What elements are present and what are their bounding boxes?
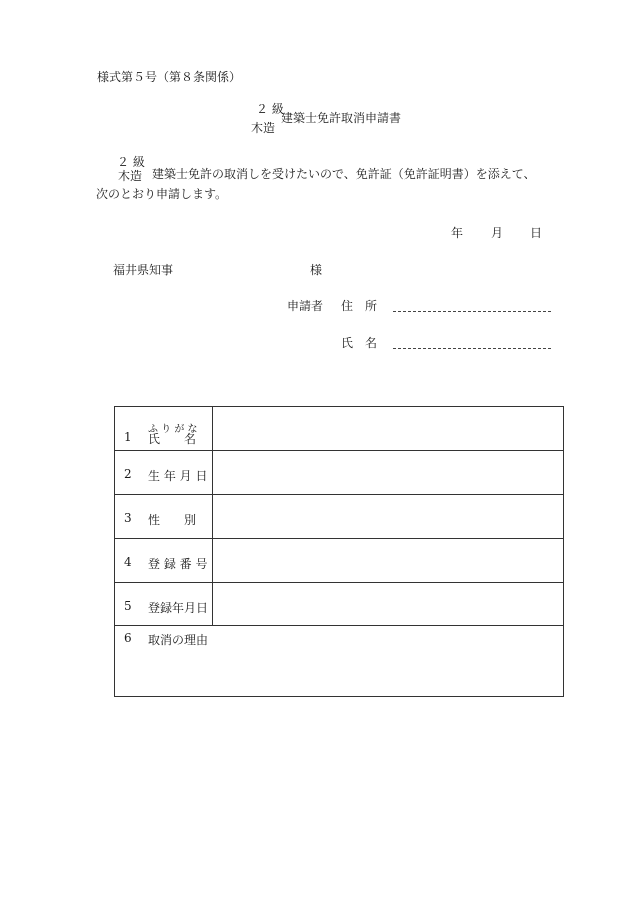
body-text-line-2: 次のとおり申請します。 — [96, 187, 228, 201]
form-number: 様式第５号（第８条関係） — [97, 70, 242, 84]
row-label: 生 年 月 日 — [148, 469, 208, 483]
table-row-gender — [115, 495, 563, 539]
date-day[interactable]: 日 — [530, 226, 543, 240]
body-grade-top: ２ 級 — [117, 155, 145, 169]
row-number: 2 — [124, 467, 132, 481]
date-month[interactable]: 月 — [491, 226, 504, 240]
gender-value-field[interactable] — [212, 495, 563, 538]
furigana-label: ふ り が な — [148, 424, 198, 435]
row-number: 1 — [124, 430, 132, 444]
applicant-address-label: 住 所 — [341, 299, 378, 313]
name-value-field[interactable] — [212, 407, 563, 450]
addressee-honorific: 様 — [310, 263, 323, 277]
date-year[interactable]: 年 — [451, 226, 464, 240]
application-table — [114, 406, 564, 697]
applicant-address-field[interactable] — [393, 311, 551, 312]
addressee-name: 福井県知事 — [113, 263, 174, 277]
row-label: 氏 名 — [148, 432, 197, 446]
registration-number-value-field[interactable] — [212, 539, 563, 582]
applicant-label: 申請者 — [287, 299, 324, 313]
row-number: 5 — [124, 599, 132, 613]
row-label: 取消の理由 — [148, 633, 209, 647]
body-grade-bottom: 木造 — [118, 169, 143, 183]
body-text-line-1: 建築士免許の取消しを受けたいので、免許証（免許証明書）を添えて、 — [152, 167, 536, 181]
table-row-cancellation-reason[interactable] — [115, 626, 563, 696]
row-label-cell — [115, 539, 213, 582]
row-number: 4 — [124, 555, 132, 569]
applicant-name-label: 氏 名 — [341, 336, 378, 350]
row-label-cell — [115, 495, 213, 538]
table-row-registration-date — [115, 583, 563, 626]
applicant-name-field[interactable] — [393, 348, 551, 349]
table-row-name — [115, 407, 563, 451]
row-number: 6 — [124, 631, 132, 645]
title-grade-top: ２ 級 — [256, 102, 284, 116]
row-label-cell — [115, 451, 213, 494]
row-label-cell — [115, 407, 213, 450]
table-row-registration-number — [115, 539, 563, 583]
registration-date-value-field[interactable] — [212, 583, 563, 625]
row-label: 登録年月日 — [148, 601, 209, 615]
row-label-cell — [115, 583, 213, 625]
row-label: 登 録 番 号 — [148, 557, 208, 571]
table-row-birthdate — [115, 451, 563, 495]
row-number: 3 — [124, 511, 132, 525]
document-title: 建築士免許取消申請書 — [281, 111, 402, 125]
row-label: 性 別 — [148, 513, 197, 527]
title-grade-bottom: 木造 — [251, 121, 276, 135]
birthdate-value-field[interactable] — [212, 451, 563, 494]
